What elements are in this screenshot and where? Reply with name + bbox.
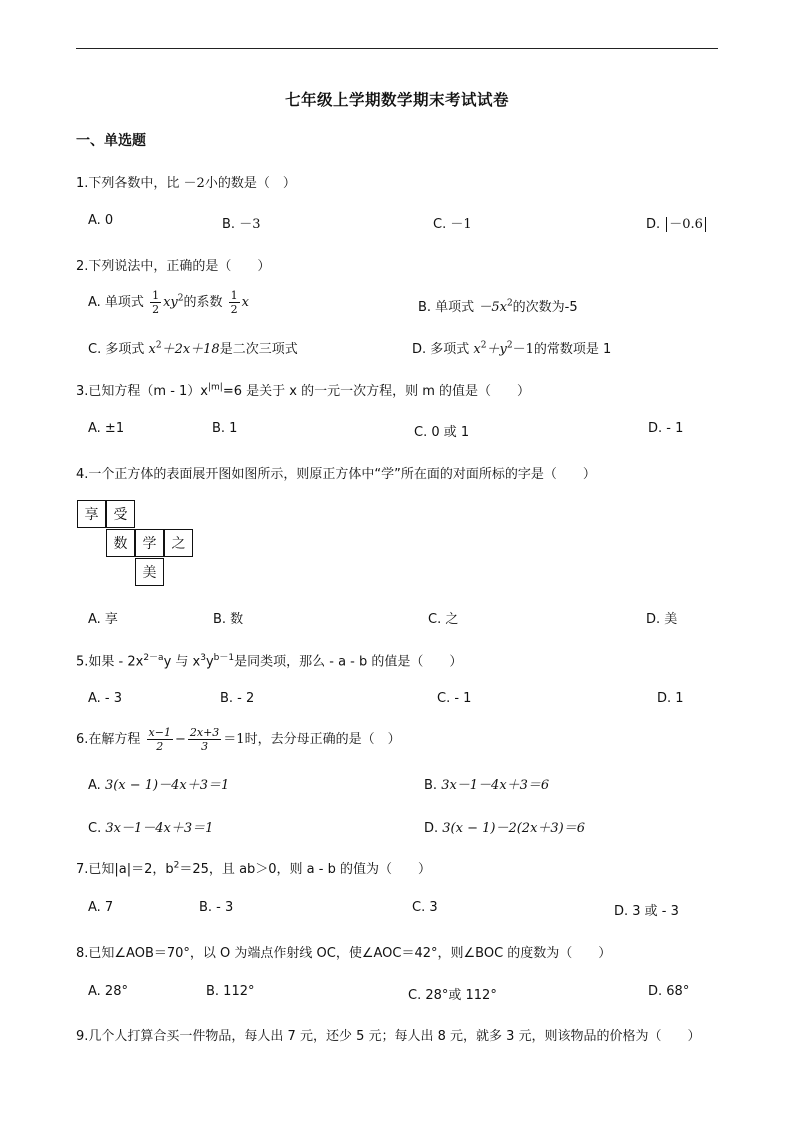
q1-text-a: 1.下列各数中，比 [76, 176, 184, 191]
fraction-denominator: 2 [230, 303, 238, 316]
q2-c-expr-1: x [148, 342, 156, 357]
q6-text-a: 6.在解方程 [76, 732, 145, 747]
q8-option-b[interactable]: B. 112° [206, 984, 255, 999]
question-9-stem: 9.几个人打算合买一件物品，每人出 7 元，还少 5 元；每人出 8 元，就多 3 元，则该物品的价格为（ ） [76, 1029, 701, 1044]
q7-text-b: ＝25，且 ab＞0，则 a - b 的值为（ ） [179, 862, 431, 877]
fraction-denominator: 2 [156, 740, 164, 753]
q5-option-d[interactable]: D. 1 [657, 691, 684, 706]
q5-text-d: 是同类项，那么 - a - b 的值是（ ） [234, 654, 463, 670]
q2-d-exponent-2: 2 [506, 340, 513, 351]
page-title: 七年级上学期数学期末考试试卷 [284, 91, 509, 109]
net-cell: 享 [77, 500, 106, 528]
fraction-numerator: x−1 [148, 726, 171, 739]
q1-option-a[interactable]: A. 0 [88, 213, 114, 228]
q1-option-c[interactable] [433, 213, 472, 232]
abs-bar-right [705, 217, 706, 232]
q5-exponent-2: 3 [200, 653, 206, 663]
q1-c-value: －1 [450, 217, 472, 232]
q2-d-expr-2: ＋y [486, 342, 507, 357]
net-cell: 学 [135, 529, 164, 557]
q2-b-post: 的次数为-5 [512, 300, 578, 315]
q1-option-d[interactable] [646, 213, 708, 232]
q3-exponent: |m| [208, 382, 223, 393]
q2-c-expr-2: ＋2x＋18 [161, 342, 220, 357]
q7-option-d[interactable]: D. 3 或 - 3 [614, 904, 679, 919]
q2-a-label: A. 单项式 [88, 295, 149, 310]
q6-text-b: 时，去分母正确的是（ ） [244, 732, 401, 747]
q7-option-a[interactable]: A. 7 [88, 900, 114, 915]
q6-option-c[interactable] [88, 817, 213, 836]
question-1-stem [76, 172, 296, 191]
q8-option-a[interactable]: A. 28° [88, 984, 128, 999]
net-cell: 受 [106, 500, 135, 528]
q6-d-expr: 3(x − 1)－2(2x＋3)＝6 [442, 821, 586, 836]
q2-b-exponent: 2 [506, 298, 513, 309]
fraction-denominator: 2 [152, 303, 160, 316]
q5-text-b: y 与 x [163, 654, 201, 670]
q6-b-expr: 3x－1－4x＋3＝6 [441, 778, 550, 793]
q2-d-expr-1: x [473, 342, 481, 357]
q2-option-b[interactable] [418, 296, 578, 315]
q7-option-b[interactable]: B. - 3 [199, 900, 234, 915]
q1-d-value: －0.6 [669, 217, 703, 232]
q4-option-b[interactable]: B. 数 [213, 612, 244, 627]
q3-option-b[interactable]: B. 1 [212, 421, 238, 436]
section-heading: 一、单选题 [76, 133, 146, 149]
q2-d-post: 的常数项是 1 [533, 342, 612, 357]
q1-b-value: －3 [239, 217, 261, 232]
question-3-stem [76, 380, 530, 399]
q3-option-d[interactable]: D. - 1 [648, 421, 684, 436]
q2-c-label: C. 多项式 [88, 342, 149, 357]
question-8-stem: 8.已知∠AOB＝70°，以 O 为端点作射线 OC，使∠AOC＝42°，则∠BOC 的度数为（ ） [76, 946, 612, 961]
q5-text-c: y [205, 654, 214, 670]
q6-a-expr: 3(x − 1)－4x＋3＝1 [104, 778, 230, 793]
q1-text-b: 小的数是（ ） [204, 176, 296, 191]
q2-a-fraction-2 [229, 290, 240, 315]
q2-c-exponent: 2 [155, 340, 162, 351]
q7-text-a: 7.已知|a|＝2，b [76, 862, 174, 877]
fraction-numerator: 2x+3 [189, 726, 220, 739]
q6-equals: ＝1 [223, 732, 245, 747]
q3-text-b: =6 是关于 x 的一元一次方程，则 m 的值是（ ） [222, 384, 531, 399]
q6-a-label: A. [88, 778, 105, 793]
q1-number: －2 [183, 176, 205, 191]
net-cell: 数 [106, 529, 135, 557]
q2-a-fraction [150, 290, 161, 315]
q6-fraction-2 [188, 727, 221, 752]
q6-option-a[interactable] [88, 774, 229, 793]
q6-minus: − [174, 732, 186, 747]
q2-d-exponent-1: 2 [480, 340, 487, 351]
q4-option-c[interactable]: C. 之 [428, 612, 459, 627]
q6-option-d[interactable] [424, 817, 585, 836]
q1-d-label: D. [646, 217, 665, 232]
question-4-stem: 4.一个正方体的表面展开图如图所示，则原正方体中“学”所在面的对面所标的字是（ ） [76, 467, 596, 482]
fraction-numerator: 1 [152, 289, 160, 302]
q6-d-label: D. [424, 821, 443, 836]
q4-option-d[interactable]: D. 美 [646, 612, 678, 627]
q2-a-mid: 的系数 [183, 295, 227, 310]
net-cell: 之 [164, 529, 193, 557]
q6-b-label: B. [424, 778, 442, 793]
q2-b-label: B. 单项式 [418, 300, 479, 315]
q7-option-c[interactable]: C. 3 [412, 900, 438, 915]
q6-fraction-1 [147, 727, 173, 752]
q5-option-c[interactable]: C. - 1 [437, 691, 472, 706]
q2-option-c[interactable] [88, 338, 298, 357]
q1-b-label: B. [222, 217, 240, 232]
q6-c-expr: 3x－1－4x＋3＝1 [105, 821, 214, 836]
q3-option-a[interactable]: A. ±1 [88, 421, 125, 436]
q8-option-c[interactable]: C. 28°或 112° [408, 988, 497, 1003]
question-2-stem: 2.下列说法中，正确的是（ ） [76, 259, 271, 274]
cube-net-figure [77, 500, 197, 592]
question-5-stem [76, 650, 462, 669]
q5-option-a[interactable]: A. - 3 [88, 691, 123, 706]
q2-d-label: D. 多项式 [412, 342, 474, 357]
q2-option-d[interactable] [412, 338, 611, 357]
question-6-stem [76, 727, 401, 752]
fraction-numerator: 1 [230, 289, 238, 302]
q2-a-x: x [241, 295, 249, 310]
q3-option-c[interactable]: C. 0 或 1 [414, 425, 470, 440]
q2-a-expr: xy [163, 295, 178, 310]
q6-c-label: C. [88, 821, 106, 836]
q3-text-a: 3.已知方程（m - 1）x [76, 384, 208, 399]
q5-text-a: 5.如果 - 2x [76, 654, 144, 670]
q5-exponent-1: 2－a [143, 653, 164, 663]
q2-a-exponent: 2 [177, 293, 184, 304]
q1-c-label: C. [433, 217, 451, 232]
q7-exponent: 2 [173, 860, 180, 871]
q6-option-b[interactable] [424, 774, 549, 793]
q2-c-post: 是二次三项式 [219, 342, 298, 357]
q2-b-expr: －5x [478, 300, 507, 315]
q5-option-b[interactable]: B. - 2 [220, 691, 255, 706]
question-7-stem [76, 858, 431, 877]
abs-bar-left [666, 217, 667, 232]
q2-d-expr-3: －1 [512, 342, 534, 357]
q5-exponent-3: b－1 [213, 653, 235, 663]
header-rule [76, 48, 718, 49]
net-cell: 美 [135, 558, 164, 586]
q4-option-a[interactable]: A. 享 [88, 612, 118, 627]
fraction-denominator: 3 [201, 740, 209, 753]
q8-option-d[interactable]: D. 68° [648, 984, 690, 999]
q2-option-a[interactable] [88, 290, 249, 315]
q1-option-b[interactable] [222, 213, 260, 232]
